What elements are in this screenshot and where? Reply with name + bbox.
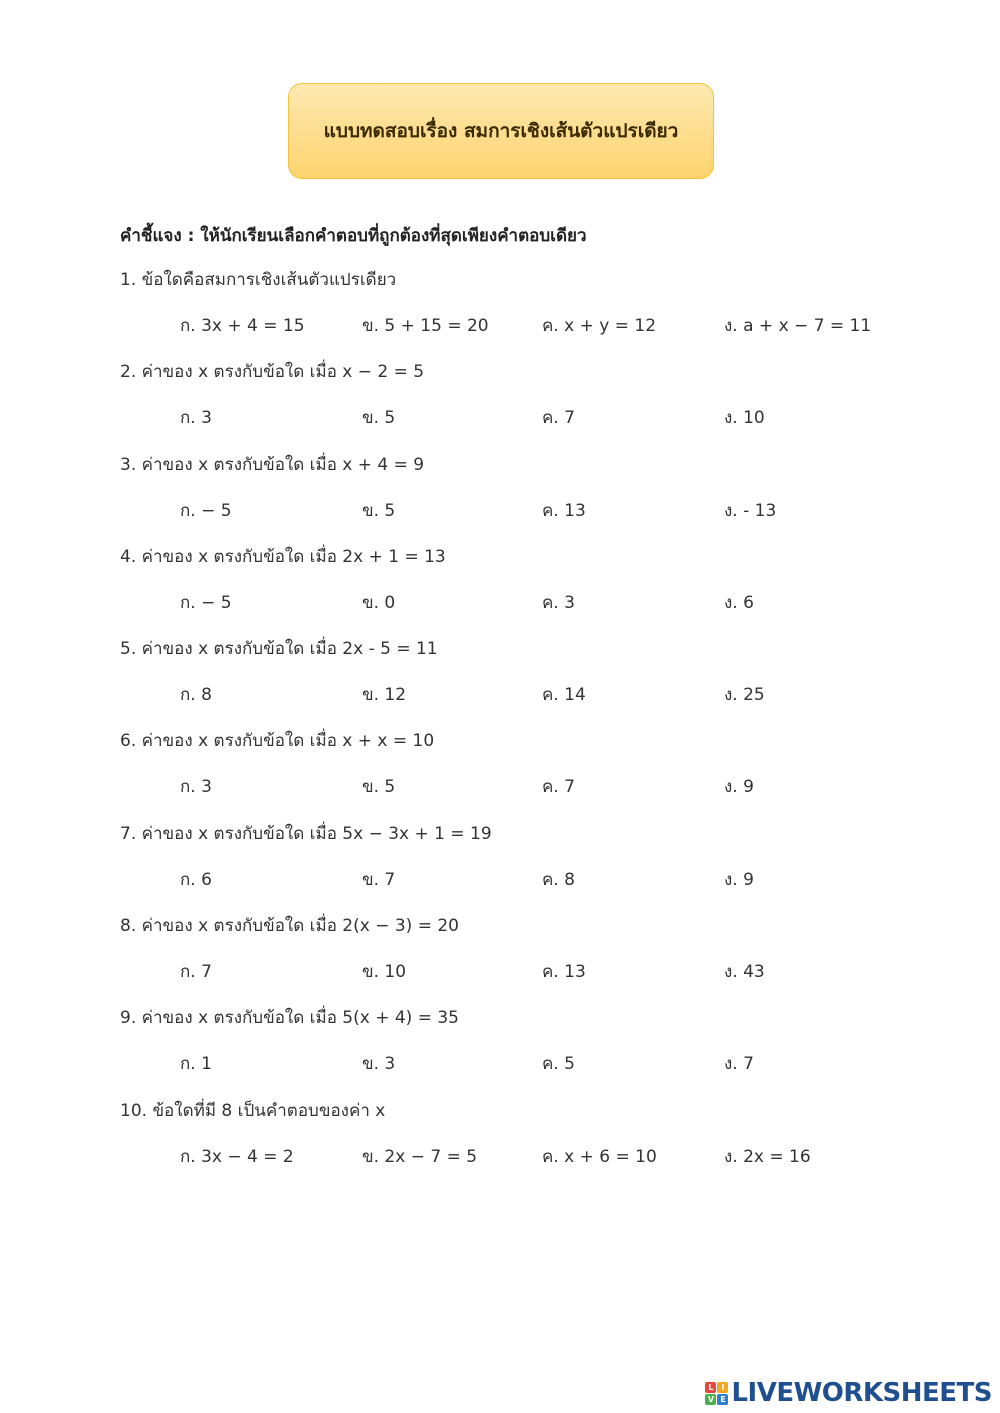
question-2	[120, 356, 900, 448]
choice-row	[120, 771, 900, 817]
choice-option[interactable]: ข. 5	[362, 408, 396, 429]
question-4	[120, 541, 900, 633]
brand-name: LIVEWORKSHEETS	[731, 1378, 992, 1408]
choice-option[interactable]: ข. 5 + 15 = 20	[362, 316, 489, 336]
choice-option[interactable]: ข. 3	[362, 1054, 396, 1075]
choice-row	[120, 310, 900, 356]
question-6	[120, 725, 900, 817]
choice-option[interactable]: ก. − 5	[180, 500, 232, 521]
brand-logo	[705, 1378, 992, 1408]
choice-option[interactable]: ง. 25	[724, 685, 765, 706]
choice-option[interactable]: ก. 7	[180, 962, 212, 983]
question-list	[120, 264, 900, 1187]
choice-option[interactable]: ง. 7	[724, 1054, 754, 1075]
choice-option[interactable]: ง. 10	[724, 408, 765, 429]
choice-option[interactable]: ค. 8	[542, 869, 575, 890]
question-text: 5. ค่าของ x ตรงกับข้อใด เมื่อ 2x - 5 = 11	[120, 639, 438, 660]
choice-option[interactable]: ง. - 13	[724, 500, 777, 521]
choice-row	[120, 495, 900, 541]
question-9	[120, 1002, 900, 1094]
choice-option[interactable]: ง. 43	[724, 962, 765, 983]
choice-row	[120, 679, 900, 725]
choice-option[interactable]: ค. x + 6 = 10	[542, 1146, 657, 1167]
choice-option[interactable]: ค. 14	[542, 685, 586, 706]
choice-option[interactable]: ข. 12	[362, 685, 407, 706]
question-3	[120, 449, 900, 541]
choice-option[interactable]: ค. 7	[542, 408, 575, 429]
choice-option[interactable]: ค. 3	[542, 592, 575, 613]
choice-row	[120, 1141, 900, 1187]
choice-option[interactable]: ค. 13	[542, 962, 586, 983]
question-10	[120, 1095, 900, 1187]
choice-option[interactable]: ข. 7	[362, 869, 396, 890]
question-text: 10. ข้อใดที่มี 8 เป็นคำตอบของค่า x	[120, 1100, 386, 1121]
logo-tile: V	[705, 1394, 716, 1405]
choice-option[interactable]: ข. 5	[362, 500, 396, 521]
choice-option[interactable]: ข. 2x − 7 = 5	[362, 1146, 478, 1167]
instruction-text: คำชี้แจง : ให้นักเรียนเลือกคำตอบที่ถูกต้องที่สุดเพียงคำตอบเดียว	[120, 226, 587, 246]
choice-option[interactable]: ก. 8	[180, 685, 212, 706]
choice-option[interactable]: ก. 6	[180, 869, 212, 890]
choice-option[interactable]: ง. 9	[724, 869, 754, 890]
question-text: 9. ค่าของ x ตรงกับข้อใด เมื่อ 5(x + 4) = 35	[120, 1008, 459, 1029]
question-text: 7. ค่าของ x ตรงกับข้อใด เมื่อ 5x − 3x + 1 = 19	[120, 823, 492, 844]
choice-option[interactable]: ข. 0	[362, 592, 396, 613]
choice-row	[120, 587, 900, 633]
question-text: 4. ค่าของ x ตรงกับข้อใด เมื่อ 2x + 1 = 13	[120, 546, 446, 567]
liveworksheets-logo-icon	[705, 1382, 728, 1405]
question-1	[120, 264, 900, 356]
choice-option[interactable]: ก. 3x + 4 = 15	[180, 316, 305, 336]
choice-option[interactable]: ก. 3x − 4 = 2	[180, 1146, 294, 1167]
choice-option[interactable]: ง. 6	[724, 592, 754, 613]
choice-option[interactable]: ข. 10	[362, 962, 407, 983]
worksheet-title: แบบทดสอบเรื่อง สมการเชิงเส้นตัวแปรเดียว	[323, 120, 679, 142]
question-8	[120, 910, 900, 1002]
question-text: 3. ค่าของ x ตรงกับข้อใด เมื่อ x + 4 = 9	[120, 454, 425, 475]
choice-option[interactable]: ก. 3	[180, 408, 212, 429]
question-text: 1. ข้อใดคือสมการเชิงเส้นตัวแปรเดียว	[120, 270, 397, 290]
choice-row	[120, 402, 900, 448]
choice-option[interactable]: ค. 7	[542, 777, 575, 798]
logo-tile: I	[717, 1382, 728, 1393]
question-7	[120, 818, 900, 910]
choice-option[interactable]: ก. 3	[180, 777, 212, 798]
choice-option[interactable]: ก. 1	[180, 1054, 212, 1075]
choice-option[interactable]: ค. x + y = 12	[542, 316, 657, 336]
question-text: 2. ค่าของ x ตรงกับข้อใด เมื่อ x − 2 = 5	[120, 362, 425, 383]
choice-option[interactable]: ข. 5	[362, 777, 396, 798]
choice-option[interactable]: ง. 2x = 16	[724, 1146, 811, 1167]
choice-option[interactable]: ง. 9	[724, 777, 754, 798]
choice-row	[120, 1048, 900, 1094]
question-text: 6. ค่าของ x ตรงกับข้อใด เมื่อ x + x = 10	[120, 731, 435, 752]
question-text: 8. ค่าของ x ตรงกับข้อใด เมื่อ 2(x − 3) = 20	[120, 916, 459, 937]
logo-tile: E	[717, 1394, 728, 1405]
logo-tile: L	[705, 1382, 716, 1393]
question-5	[120, 633, 900, 725]
choice-option[interactable]: ง. a + x − 7 = 11	[724, 316, 872, 336]
choice-row	[120, 956, 900, 1002]
choice-option[interactable]: ค. 5	[542, 1054, 575, 1075]
choice-option[interactable]: ค. 13	[542, 500, 586, 521]
choice-option[interactable]: ก. − 5	[180, 592, 232, 613]
title-banner	[288, 83, 714, 179]
choice-row	[120, 864, 900, 910]
